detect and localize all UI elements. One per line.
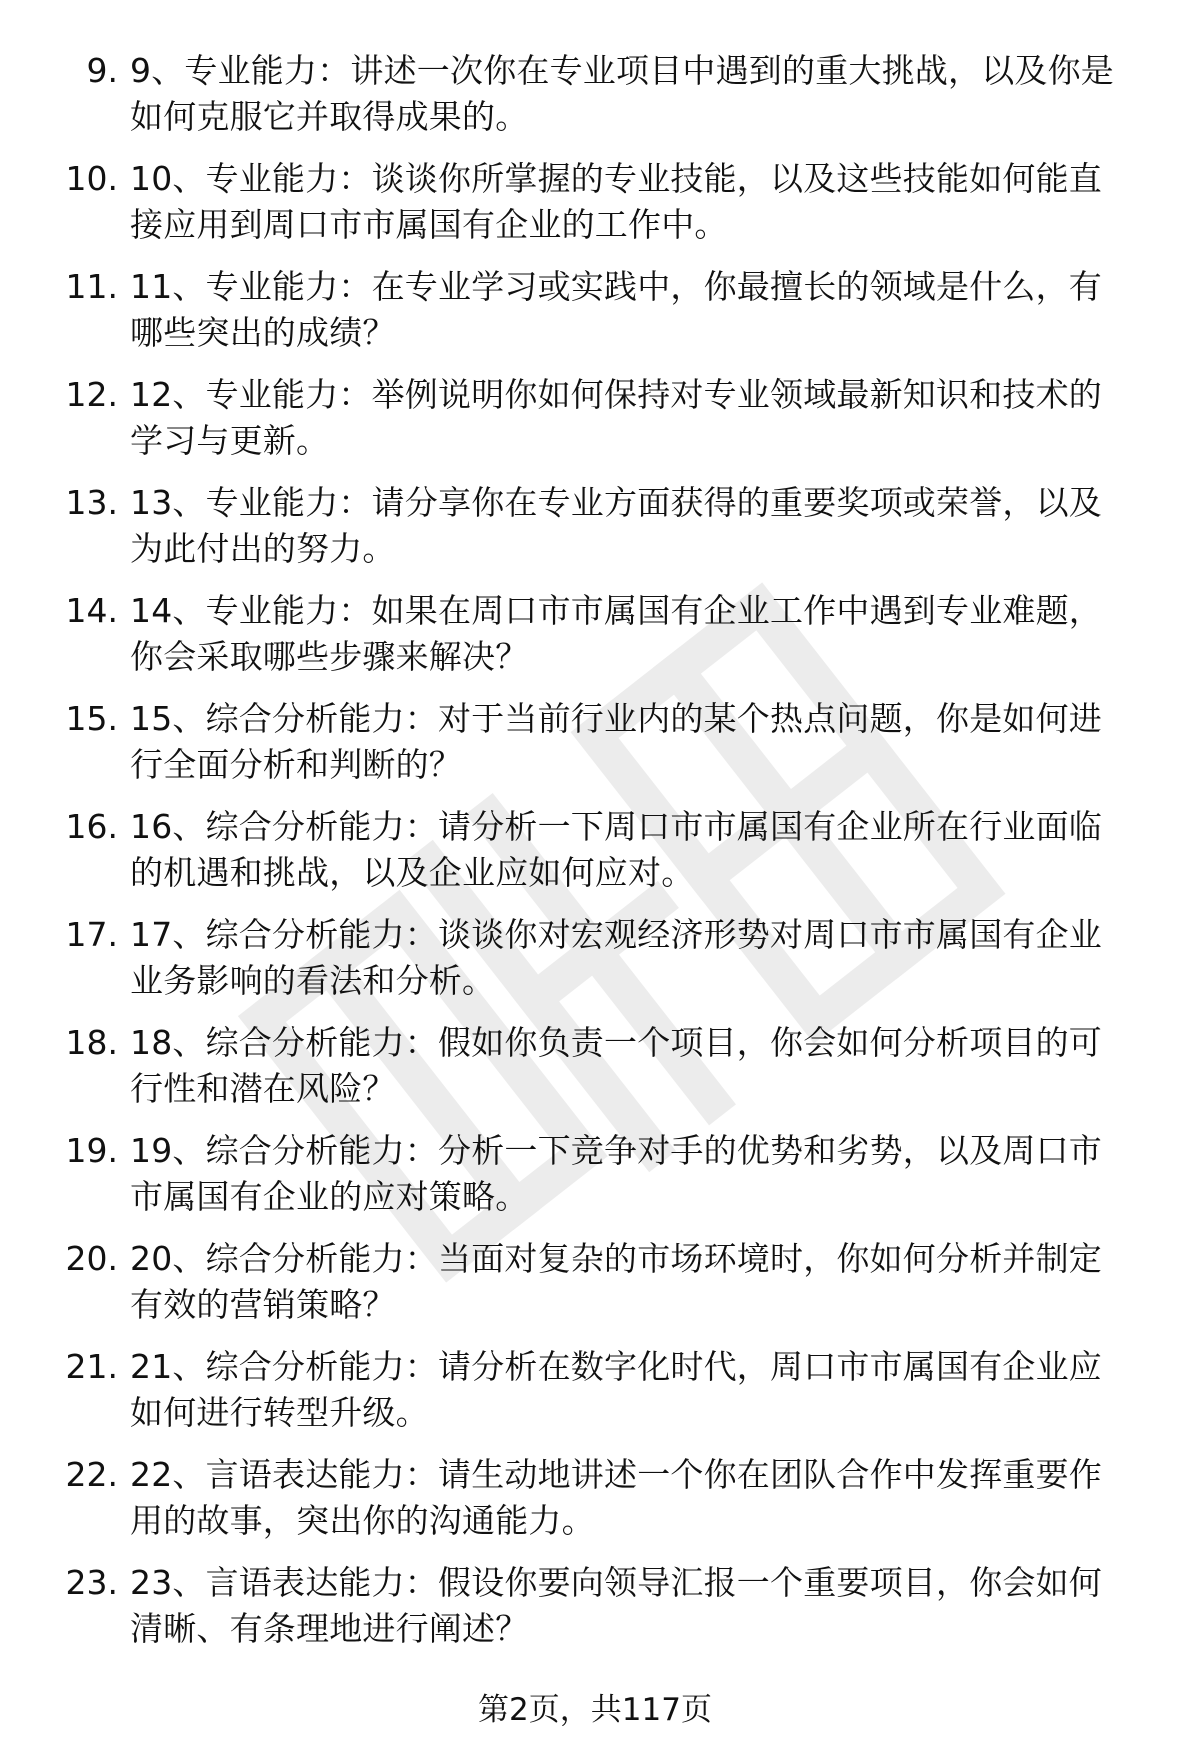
question-text: 15、综合分析能力：对于当前行业内的某个热点问题，你是如何进行全面分析和判断的？ <box>130 699 1102 784</box>
question-text: 12、专业能力：举例说明你如何保持对专业领域最新知识和技术的学习与更新。 <box>130 375 1102 460</box>
list-item <box>56 912 1156 1020</box>
list-number: 21. <box>65 1347 118 1386</box>
question-text: 22、言语表达能力：请生动地讲述一个你在团队合作中发挥重要作用的故事，突出你的沟通能力。 <box>130 1455 1102 1540</box>
question-text: 20、综合分析能力：当面对复杂的市场环境时，你如何分析并制定有效的营销策略？ <box>130 1239 1102 1324</box>
question-text: 21、综合分析能力：请分析在数字化时代，周口市市属国有企业应如何进行转型升级。 <box>130 1347 1102 1432</box>
list-number: 9. <box>86 51 118 90</box>
list-item <box>56 1236 1156 1344</box>
list-number: 10. <box>65 159 118 198</box>
question-text: 19、综合分析能力：分析一下竞争对手的优势和劣势，以及周口市市属国有企业的应对策略。 <box>130 1131 1102 1216</box>
list-number: 12. <box>65 375 118 414</box>
question-text: 9、专业能力：讲述一次你在专业项目中遇到的重大挑战，以及你是如何克服它并取得成果的。 <box>130 51 1114 136</box>
list-number: 22. <box>65 1455 118 1494</box>
question-text: 16、综合分析能力：请分析一下周口市市属国有企业所在行业面临的机遇和挑战，以及企业应如何应对。 <box>130 807 1102 892</box>
list-number: 18. <box>65 1023 118 1062</box>
list-item <box>56 804 1156 912</box>
list-item <box>56 1560 1156 1668</box>
list-item <box>56 480 1156 588</box>
list-number: 16. <box>65 807 118 846</box>
question-text: 11、专业能力：在专业学习或实践中，你最擅长的领域是什么，有哪些突出的成绩？ <box>130 267 1102 352</box>
list-number: 14. <box>65 591 118 630</box>
list-number: 23. <box>65 1563 118 1602</box>
list-item <box>56 264 1156 372</box>
list-item <box>56 1020 1156 1128</box>
question-text: 17、综合分析能力：谈谈你对宏观经济形势对周口市市属国有企业业务影响的看法和分析。 <box>130 915 1102 1000</box>
question-text: 10、专业能力：谈谈你所掌握的专业技能，以及这些技能如何能直接应用到周口市市属国有企业的工作中。 <box>130 159 1102 244</box>
question-text: 23、言语表达能力：假设你要向领导汇报一个重要项目，你会如何清晰、有条理地进行阐述？ <box>130 1563 1102 1648</box>
list-item <box>56 1128 1156 1236</box>
page-footer <box>0 1690 1190 1730</box>
question-text: 13、专业能力：请分享你在专业方面获得的重要奖项或荣誉，以及为此付出的努力。 <box>130 483 1102 568</box>
list-item <box>56 1344 1156 1452</box>
page-number-label: 第2页，共117页 <box>478 1692 712 1728</box>
list-item <box>56 696 1156 804</box>
list-number: 13. <box>65 483 118 522</box>
question-list <box>56 48 1156 1668</box>
question-text: 18、综合分析能力：假如你负责一个项目，你会如何分析项目的可行性和潜在风险？ <box>130 1023 1102 1108</box>
list-item <box>56 1452 1156 1560</box>
list-number: 19. <box>65 1131 118 1170</box>
question-text: 14、专业能力：如果在周口市市属国有企业工作中遇到专业难题，你会采取哪些步骤来解决？ <box>130 591 1102 676</box>
list-item <box>56 48 1156 156</box>
list-number: 15. <box>65 699 118 738</box>
list-number: 17. <box>65 915 118 954</box>
list-number: 11. <box>65 267 118 306</box>
list-item <box>56 372 1156 480</box>
list-item <box>56 156 1156 264</box>
list-number: 20. <box>65 1239 118 1278</box>
list-item <box>56 588 1156 696</box>
